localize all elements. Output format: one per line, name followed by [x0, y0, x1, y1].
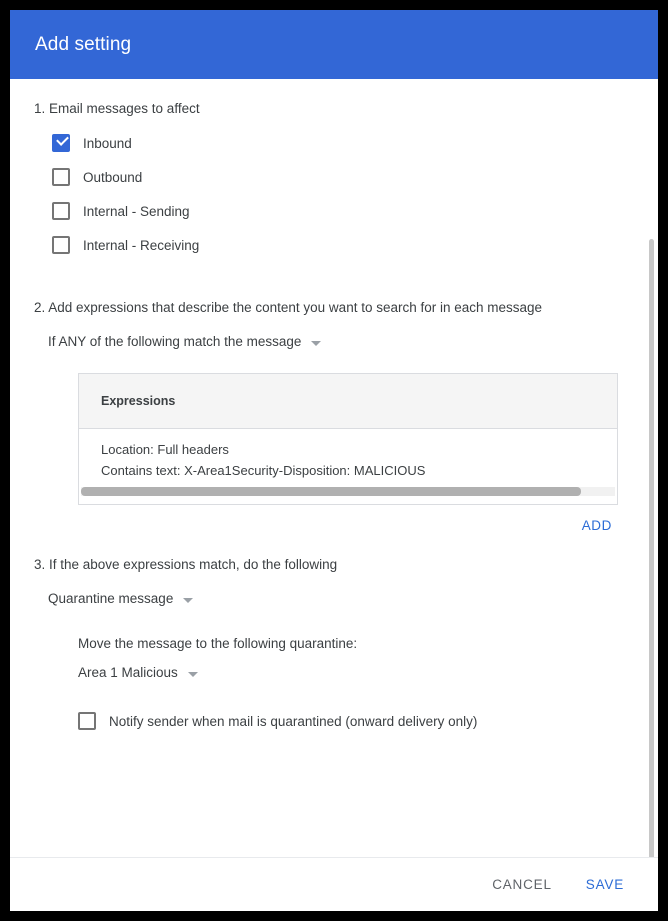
vertical-scrollbar[interactable]: [651, 79, 656, 857]
action-dropdown-value: Quarantine message: [48, 591, 174, 606]
checkbox-internal-sending-label: Internal - Sending: [83, 203, 190, 219]
checkbox-internal-receiving-label: Internal - Receiving: [83, 237, 200, 253]
page-title: Add setting: [35, 33, 132, 55]
section-2-label: 2. Add expressions that describe the content you want to search for in each message: [34, 300, 543, 315]
checkbox-row-inbound[interactable]: [52, 134, 630, 152]
dialog-header: [10, 10, 658, 79]
checkbox-row-outbound[interactable]: [52, 168, 630, 186]
table-row[interactable]: Location: Full headers: [101, 442, 229, 457]
section-3-label: 3. If the above expressions match, do the following: [34, 557, 338, 572]
save-button[interactable]: SAVE: [576, 869, 634, 900]
section-1-label: 1. Email messages to affect: [34, 101, 200, 116]
chevron-down-icon: [311, 341, 321, 346]
add-expression-button[interactable]: ADD: [576, 517, 618, 534]
dialog-body: [10, 79, 658, 857]
action-dropdown[interactable]: [48, 591, 193, 606]
chevron-down-icon: [188, 672, 198, 677]
checkbox-notify-sender-label: Notify sender when mail is quarantined (onward delivery only): [109, 713, 478, 729]
horizontal-scrollbar[interactable]: [81, 487, 615, 496]
quarantine-dropdown-value: Area 1 Malicious: [78, 665, 178, 680]
expressions-rows: [79, 429, 617, 504]
checkbox-outbound[interactable]: [52, 168, 70, 186]
quarantine-instruction: Move the message to the following quarantine:: [78, 636, 358, 651]
spacer: [34, 535, 630, 557]
expressions-table-header: Expressions: [79, 374, 617, 429]
add-expression-row: [34, 517, 618, 535]
add-setting-dialog: [10, 10, 658, 911]
checkbox-row-notify-sender[interactable]: [78, 712, 630, 730]
table-row[interactable]: Contains text: X-Area1Security-Disposition: MALICIOUS: [101, 463, 426, 478]
checkbox-row-internal-receiving[interactable]: [52, 236, 630, 254]
dialog-footer: [10, 857, 658, 911]
checkbox-internal-sending[interactable]: [52, 202, 70, 220]
cancel-button[interactable]: CANCEL: [482, 869, 562, 900]
quarantine-dropdown[interactable]: [78, 665, 198, 680]
checkbox-inbound[interactable]: [52, 134, 70, 152]
horizontal-scrollbar-thumb[interactable]: [81, 487, 581, 496]
spacer: [34, 270, 630, 300]
checkbox-internal-receiving[interactable]: [52, 236, 70, 254]
expressions-table: [78, 373, 618, 505]
chevron-down-icon: [183, 598, 193, 603]
match-mode-dropdown-value: If ANY of the following match the message: [48, 334, 302, 349]
match-mode-dropdown[interactable]: [48, 334, 321, 349]
checkbox-outbound-label: Outbound: [83, 169, 143, 185]
vertical-scrollbar-thumb[interactable]: [649, 239, 654, 857]
checkbox-inbound-label: Inbound: [83, 135, 132, 151]
checkbox-row-internal-sending[interactable]: [52, 202, 630, 220]
checkbox-notify-sender[interactable]: [78, 712, 96, 730]
